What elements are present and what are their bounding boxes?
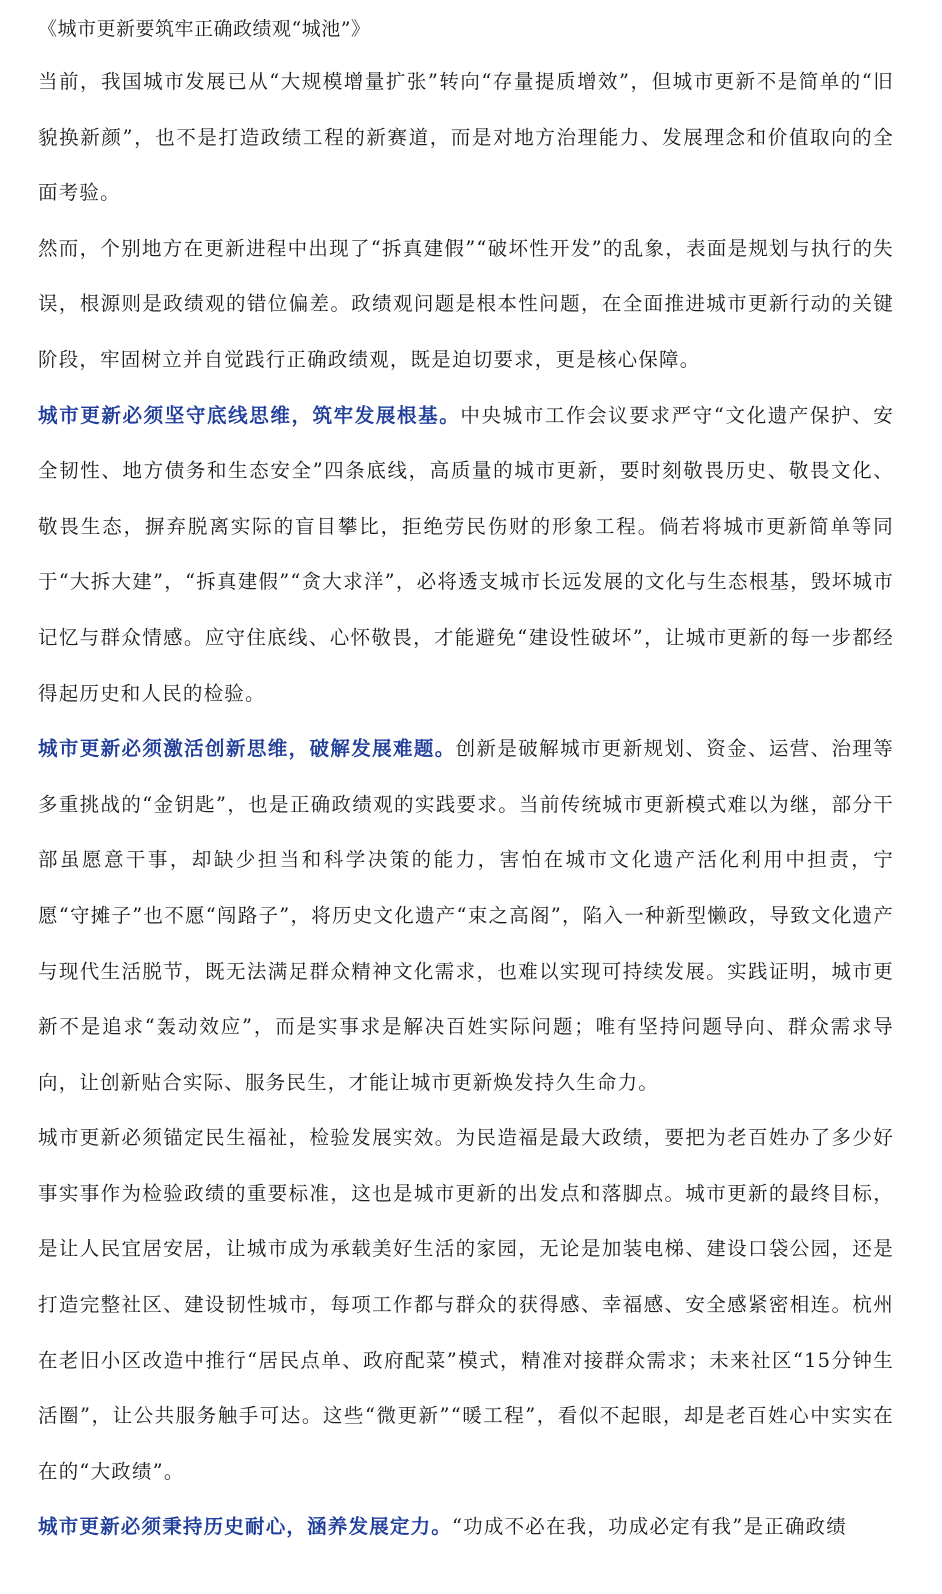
paragraph-text: 中央城市工作会议要求严守“文化遗产保护、安全韧性、地方债务和生态安全”四条底线，高质量的城市更新，要时刻敬畏历史、敬畏文化、敬畏生态，摒弃脱离实际的盲目攀比，拒绝劳民伤财的形象工程。倘若将城市更新简单等同于“大拆大建”，“拆真建假”“贪大求洋”，必将透支城市长远发展的文化与生态根基，毁坏城市记忆与群众情感。应守住底线、心怀敬畏，才能避免“建设性破坏”，让城市更新的每一步都经得起历史和人民的检验。	[38, 403, 894, 705]
paragraph-4	[38, 721, 894, 1110]
paragraph-text: 创新是破解城市更新规划、资金、运营、治理等多重挑战的“金钥匙”，也是正确政绩观的实践要求。当前传统城市更新模式难以为继，部分干部虽愿意干事，却缺少担当和科学决策的能力，害怕在城市文化遗产活化利用中担责，宁愿“守摊子”也不愿“闯路子”，将历史文化遗产“束之高阁”，陷入一种新型懒政，导致文化遗产与现代生活脱节，既无法满足群众精神文化需求，也难以实现可持续发展。实践证明，城市更新不是追求“轰动效应”，而是实事求是解决百姓实际问题；唯有坚持问题导向、群众需求导向，让创新贴合实际、服务民生，才能让城市更新焕发持久生命力。	[38, 737, 894, 1094]
paragraph-lead: 城市更新必须秉持历史耐心，涵养发展定力。	[38, 1515, 453, 1539]
document-title: 《城市更新要筑牢正确政绩观“城池”》	[38, 18, 371, 40]
paragraph-text: “功成不必在我，功成必定有我”是正确政绩	[452, 1515, 847, 1539]
paragraph-2	[38, 221, 894, 388]
paragraph-text: 然而，个别地方在更新进程中出现了“拆真建假”“破坏性开发”的乱象，表面是规划与执行的失误，根源则是政绩观的错位偏差。政绩观问题是根本性问题，在全面推进城市更新行动的关键阶段，牢固树立并自觉践行正确政绩观，既是迫切要求，更是核心保障。	[38, 236, 894, 371]
paragraph-3	[38, 388, 894, 722]
paragraph-text: 当前，我国城市发展已从“大规模增量扩张”转向“存量提质增效”，但城市更新不是简单的“旧貌换新颜”，也不是打造政绩工程的新赛道，而是对地方治理能力、发展理念和价值取向的全面考验。	[38, 70, 894, 205]
paragraph-lead: 城市更新必须激活创新思维，破解发展难题。	[38, 737, 456, 761]
paragraph-6	[38, 1499, 894, 1555]
paragraph-5	[38, 1110, 894, 1499]
paragraph-1	[38, 54, 894, 221]
paragraph-text: 城市更新必须锚定民生福祉，检验发展实效。为民造福是最大政绩，要把为老百姓办了多少好事实事作为检验政绩的重要标准，这也是城市更新的出发点和落脚点。城市更新的最终目标，是让人民宜居安居，让城市成为承载美好生活的家园，无论是加装电梯、建设口袋公园，还是打造完整社区、建设韧性城市，每项工作都与群众的获得感、幸福感、安全感紧密相连。杭州在老旧小区改造中推行“居民点单、政府配菜”模式，精准对接群众需求；未来社区“15分钟生活圈”，让公共服务触手可达。这些“微更新”“暖工程”，看似不起眼，却是老百姓心中实实在在的“大政绩”。	[38, 1126, 894, 1483]
paragraph-lead: 城市更新必须坚守底线思维，筑牢发展根基。	[38, 403, 461, 427]
